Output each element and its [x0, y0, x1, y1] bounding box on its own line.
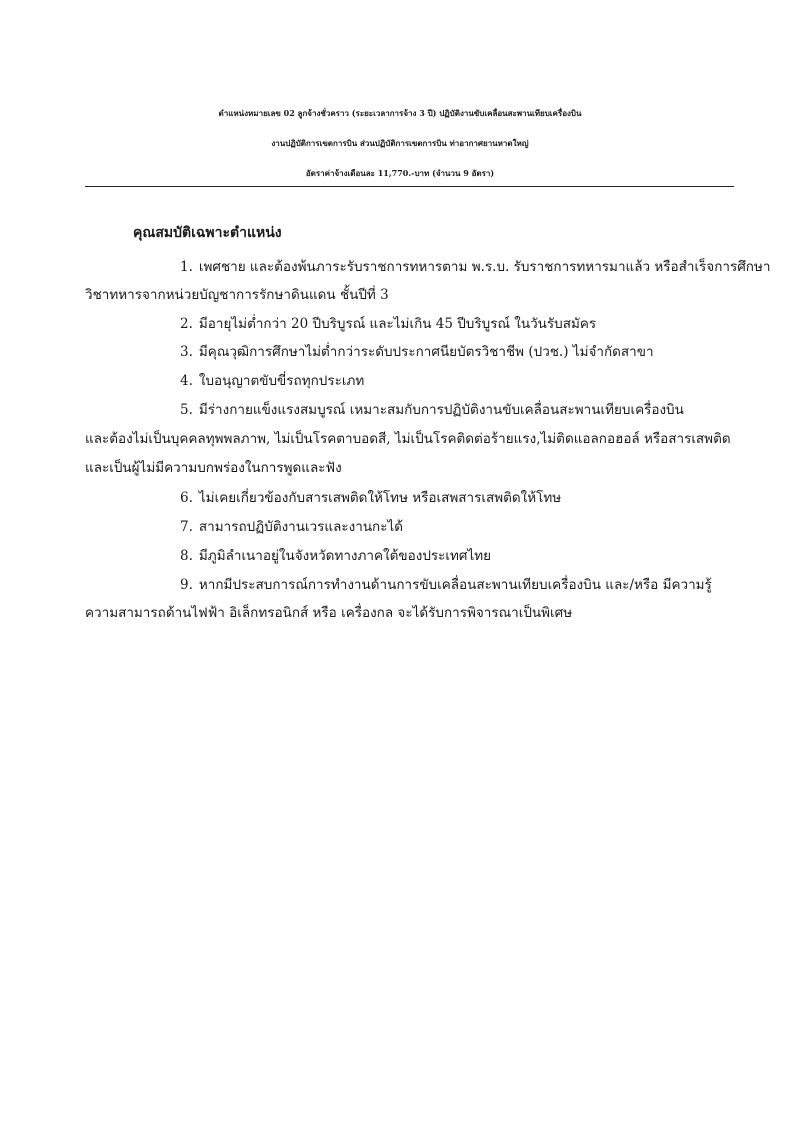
header-line-2: งานปฏิบัติการเขตการบิน ส่วนปฏิบัติการเขตการบิน ท่าอากาศยานหาดใหญ่ [271, 138, 529, 148]
list-item-9 [180, 574, 712, 596]
list-item-text: มีคุณวุฒิการศึกษาไม่ต่ำกว่าระดับประกาศนียบัตรวิชาชีพ (ปวช.) ไม่จำกัดสาขา [198, 344, 654, 360]
list-item-text: สามารถปฏิบัติงานเวรและงานกะได้ [198, 519, 404, 535]
list-item-2 [180, 313, 596, 335]
list-item-number: 1. [180, 259, 193, 275]
list-item-number: 2. [180, 316, 193, 332]
list-item-9-continuation: ความสามารถด้านไฟฟ้า อิเล็กทรอนิกส์ หรือ เครื่องกล จะได้รับการพิจารณาเป็นพิเศษ [85, 605, 573, 621]
list-item-text: ใบอนุญาตขับขี่รถทุกประเภท [198, 373, 365, 389]
list-item-number: 6. [180, 490, 193, 506]
list-item-text: หากมีประสบการณ์การทำงานด้านการขับเคลื่อนสะพานเทียบเครื่องบิน และ/หรือ มีความรู้ [198, 577, 712, 593]
list-item-number: 4. [180, 373, 193, 389]
document-header [0, 98, 800, 188]
list-item-5 [180, 399, 684, 421]
list-item-number: 5. [180, 402, 193, 418]
section-title: คุณสมบัติเฉพาะตำแหน่ง [133, 225, 282, 241]
list-item-text: มีอายุไม่ต่ำกว่า 20 ปีบริบูรณ์ และไม่เกิน 45 ปีบริบูรณ์ ในวันรับสมัคร [198, 316, 597, 332]
header-line-1: ตำแหน่งหมายเลข 02 ลูกจ้างชั่วคราว (ระยะเวลาการจ้าง 3 ปี) ปฏิบัติงานขับเคลื่อนสะพานเทียบเครื่องบิน [218, 108, 582, 118]
list-item-1 [180, 256, 770, 278]
list-item-3 [180, 341, 654, 363]
list-item-number: 7. [180, 519, 193, 535]
list-item-text: มีร่างกายแข็งแรงสมบูรณ์ เหมาะสมกับการปฏิบัติงานขับเคลื่อนสะพานเทียบเครื่องบิน [198, 402, 684, 418]
list-item-5-continuation: และต้องไม่เป็นบุคคลทุพพลภาพ, ไม่เป็นโรคตาบอดสี, ไม่เป็นโรคติดต่อร้ายแรง,ไม่ติดแอลกอฮอล์ หรือสารเสพติด [85, 431, 731, 447]
list-item-text: เพศชาย และต้องพ้นภาระรับราชการทหารตาม พ.ร.บ. รับราชการทหารมาแล้ว หรือสำเร็จการศึกษา [198, 259, 771, 275]
list-item-number: 9. [180, 577, 193, 593]
list-item-4 [180, 370, 364, 392]
list-item-text: มีภูมิลำเนาอยู่ในจังหวัดทางภาคใต้ของประเทศไทย [198, 548, 492, 564]
list-item-number: 8. [180, 548, 193, 564]
list-item-number: 3. [180, 344, 193, 360]
list-item-8 [180, 545, 491, 567]
list-item-5-continuation: และเป็นผู้ไม่มีความบกพร่องในการพูดและฟัง [85, 460, 342, 476]
list-item-6 [180, 487, 561, 509]
list-item-1-continuation: วิชาทหารจากหน่วยบัญชาการรักษาดินแดน ชั้นปีที่ 3 [85, 287, 389, 303]
header-divider [85, 186, 734, 187]
list-item-text: ไม่เคยเกี่ยวข้องกับสารเสพติดให้โทษ หรือเสพสารเสพติดให้โทษ [198, 490, 562, 506]
header-line-3: อัตราค่าจ้างเดือนละ 11,770.-บาท (จำนวน 9 อัตรา) [305, 168, 495, 178]
list-item-7 [180, 516, 403, 538]
